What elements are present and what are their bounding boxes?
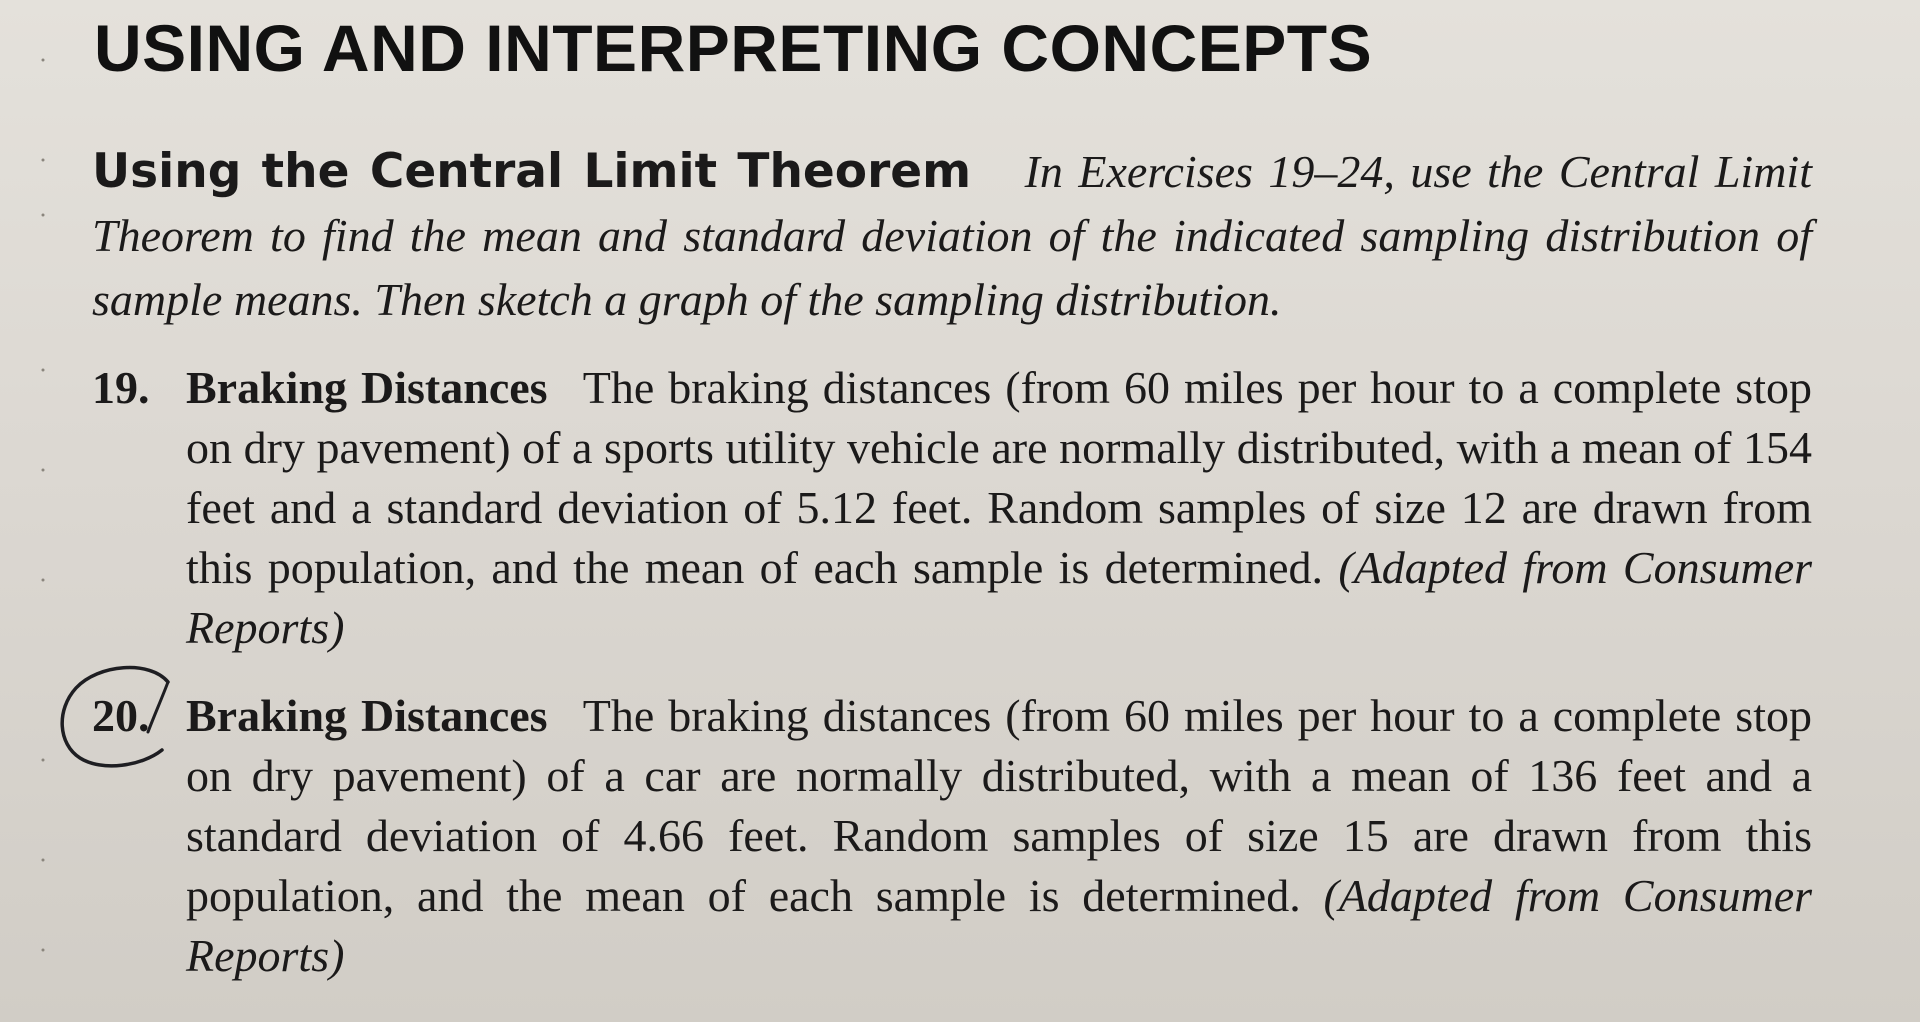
intro-text: In Exercises 19–24, use the Central Limit Theorem to find the mean and standard deviation of the indicated sampling distribution of sample means. Then sketch a graph of the sampling distribution.: [92, 146, 1812, 325]
intro-title: Using the Central Limit Theorem: [92, 144, 972, 199]
exercise-number: 19.: [92, 362, 150, 413]
exercise-body: [186, 358, 1812, 658]
margin-binding-marks: [38, 0, 48, 1022]
exercise-text: The braking distances (from 60 miles per hour to a complete stop on dry pavement) of a car are normally distributed, with a mean of 136 feet and a standard deviation of 4.66 feet. Random samples of size 15 are drawn from this population, and the mean of each sample is determined.: [186, 690, 1812, 921]
exercise-source: (Adapted from Consumer Reports): [186, 870, 1813, 981]
exercise-number: 20.: [92, 690, 150, 741]
exercise-text: The braking distances (from 60 miles per hour to a complete stop on dry pavement) of a sports utility vehicle are normally distributed, with a mean of 154 feet and a standard deviation of 5.12 feet. Random samples of size 12 are drawn from this population, and the mean of each sample is determined.: [186, 362, 1812, 593]
exercise-title: Braking Distances: [186, 690, 548, 741]
exercise-20: [92, 686, 1812, 986]
exercise-body: [186, 686, 1812, 986]
exercise-source: (Adapted from Consumer Reports): [186, 542, 1813, 653]
section-heading: USING AND INTERPRETING CONCEPTS: [94, 11, 1373, 85]
exercise-19: [92, 358, 1812, 658]
exercise-title: Braking Distances: [186, 362, 548, 413]
intro-paragraph: [92, 140, 1812, 332]
